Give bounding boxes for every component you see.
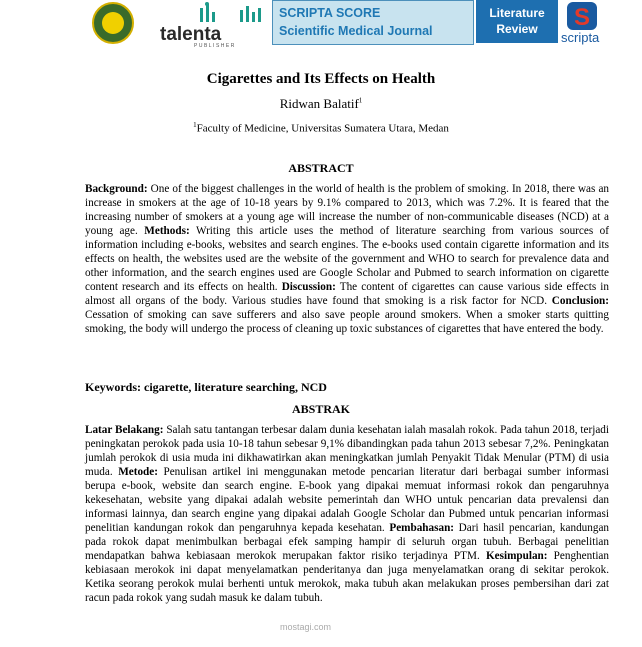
journal-name-line1: SCRIPTA SCORE [279,6,381,20]
talenta-logo-text: talenta [160,24,222,45]
affiliation-text: Faculty of Medicine, Universitas Sumatera Utara, Medan [196,122,449,135]
article-type-line1: Literature [489,6,545,20]
paper-affiliation [0,121,642,135]
background-text: One of the biggest challenges in the world of health is the problem of smoking. In 2018, there was an increase in smokers at the age of 10-18 years by 9.1% compared to 2013, which was 7.2%. It is feared that the increasing number of smokers at a young age will increase the number of non-communicable diseases (NCD) at a young age. [85,183,609,237]
abstrak-body [85,423,609,605]
pembahasan-text: Dari hasil pencarian, kandungan pada rokok dapat menimbulkan berbagai efek samping hampir di seluruh organ tubuh. Berbagai penelitian mendapatkan bahwa kebiasaan merokok merupakan faktor risiko terjadinya PTM. [85,522,610,562]
svg-text:S: S [573,4,591,31]
watermark: mostagi.com [280,622,332,632]
conclusion-text: Cessation of smoking can save sufferers and also save people around smokers. When a smoker starts quitting smoking, the body will undergo the process of cleaning up toxic substances of cigarettes that have entered the body. [85,309,609,335]
discussion-label: Discussion: [281,281,336,293]
author-name: Ridwan Balatif [279,96,359,111]
scripta-logo-text: scripta [561,30,600,45]
article-type-line2: Review [496,22,538,36]
paper-title: Cigarettes and Its Effects on Health [206,71,436,87]
latar-label: Latar Belakang: [85,424,164,436]
metode-label: Metode: [118,466,158,478]
abstrak-heading: ABSTRAK [291,402,350,416]
paper-author [0,96,642,112]
abstract-heading: ABSTRACT [288,161,354,175]
author-superscript: 1 [358,96,363,105]
university-logo-emblem [102,12,124,34]
talenta-publisher-logo [160,2,270,48]
background-label: Background: [85,183,148,195]
metode-text: Penulisan artikel ini menggunakan metode pencarian literatur dari berbagai sumber informasi berupa e-book, website dan search engine. E-book yang dipakai memuat informasi rokok dan pengaruhnya kekesehatan, website yang dipakai adalah website pemerintah dan WHO untuk pencarian data prevalensi dan informasi lainnya, dan search engine yang dipakai adalah Google Scholar dan Pubmed untuk pencarian informasi penelitian kandungan rokok dan pengaruhnya kepada kesehatan. [85,466,609,534]
talenta-logo-subtext: PUBLISHER [194,43,236,49]
methods-text: Writing this article uses the method of literature searching from various sources of information including e-books, websites and search engines. The e-books used contain cigarette information and its effects on health, the websites used are the website of the government and WHO to search for prevalence data and other information, and the search engines used are Google Scholar and Pubmed to search information on cigarette content research and its effects on health. [85,225,609,293]
talenta-wave-icon [200,2,270,26]
scripta-logo [561,0,609,46]
conclusion-label: Conclusion: [551,295,609,307]
kesimpulan-text: Penghentian kebiasaan merokok ini dapat menyelamatkan penderitanya dan juga menyelamatkan orang di sekitar perokok. Ketika seorang perokok mulai berhenti untuk merokok, maka tubuh akan melakukan proses pembersihan dari zat racun pada rokok yang sudah masuk ke dalam tubuh. [85,550,609,604]
university-logo [92,2,134,44]
journal-name-box [272,0,474,45]
article-type-box [476,0,558,43]
kesimpulan-label: Kesimpulan: [485,550,548,562]
scripta-s-icon [565,0,599,32]
abstract-body [85,182,609,336]
discussion-text: The content of cigarettes can cause various side effects in almost all organs of the body. Various studies have found that smoking is a risk factor for NCD. [85,281,609,307]
pembahasan-label: Pembahasan: [389,522,455,534]
affiliation-superscript: 1 [193,121,197,129]
journal-name-line2: Scientific Medical Journal [279,24,433,38]
latar-text: Salah satu tantangan terbesar dalam dunia kesehatan ialah masalah rokok. Pada tahun 2018, terjadi peningkatan perokok pada usia 10-18 tahun sebesar 9,1% dibandingkan pada tahun 2013 sebesar 7,2%. Peningkatan jumlah perokok di usia muda ini dikhawatirkan akan meningkatkan jumlah Penyakit Tidak Menular (PTM) di usia muda. [85,424,609,478]
journal-header [0,0,642,52]
keywords-line: Keywords: cigarette, literature searching, NCD [85,380,327,394]
methods-label: Methods: [144,225,190,237]
